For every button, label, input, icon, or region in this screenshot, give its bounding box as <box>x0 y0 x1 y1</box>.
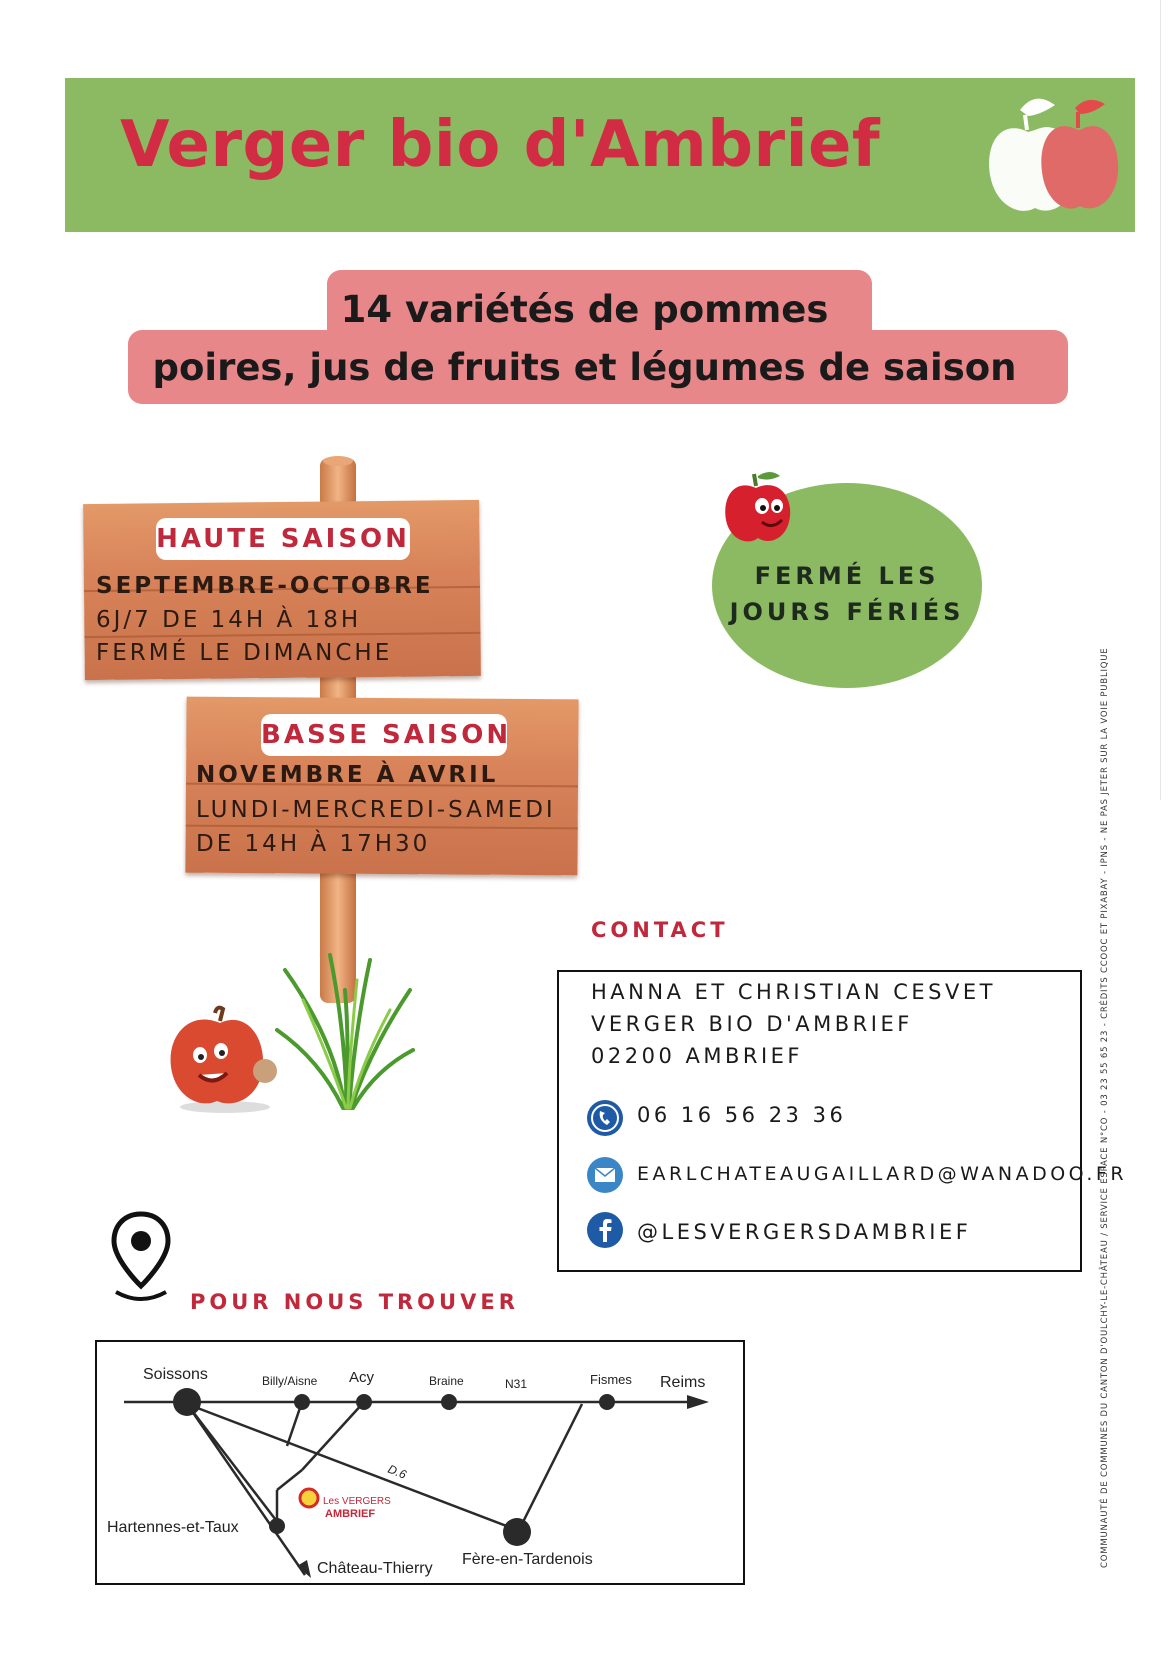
map-point-acy <box>356 1394 372 1410</box>
map-label-hartennes: Hartennes-et-Taux <box>107 1519 239 1536</box>
map-point-soissons <box>173 1388 201 1416</box>
high-season-label: HAUTE SAISON <box>156 518 410 560</box>
location-pin-icon <box>108 1210 174 1302</box>
map-point-billy <box>294 1394 310 1410</box>
contact-company: VERGER BIO D'AMBRIEF <box>591 1012 913 1036</box>
contact-facebook[interactable]: @LESVERGERSDAMBRIEF <box>637 1220 972 1244</box>
map-point-braine <box>441 1394 457 1410</box>
signpost-pole-top <box>323 456 353 466</box>
contact-name: HANNA ET CHRISTIAN CESVET <box>591 980 996 1004</box>
map-label-reims: Reims <box>660 1374 706 1391</box>
contact-email[interactable]: EARLCHATEAUGAILLARD@WANADOO.FR <box>637 1163 1128 1185</box>
map-label-acy: Acy <box>349 1369 375 1386</box>
map-label-vergers-1: Les VERGERS <box>323 1496 391 1507</box>
map-label-chateau-thierry: Château-Thierry <box>317 1560 433 1577</box>
side-credits: COMMUNAUTÉ DE COMMUNES DU CANTON D'OULCHY-LE-CHÂTEAU / SERVICE ESPACE N°CO - 03 23 55 65 23 - CRÉDITS CCOOC ET PIXABAY - IPNS - NE PAS JETER SUR LA VOIE PUBLIQUE <box>1100 647 1110 1568</box>
map-label-soissons: Soissons <box>143 1366 208 1383</box>
grass-icon <box>275 950 415 1110</box>
high-season-hours: 6J/7 DE 14H À 18H <box>96 607 362 633</box>
page-edge-line <box>1160 0 1161 800</box>
map-box <box>95 1340 745 1585</box>
route-map <box>97 1342 747 1587</box>
contact-phone[interactable]: 06 16 56 23 36 <box>637 1103 847 1127</box>
email-icon <box>587 1157 623 1193</box>
map-label-fismes: Fismes <box>590 1372 632 1387</box>
map-label-fere: Fère-en-Tardenois <box>462 1551 593 1568</box>
high-season-months: SEPTEMBRE-OCTOBRE <box>96 573 434 599</box>
map-point-hartennes <box>269 1518 285 1534</box>
banner-line-1: 14 variétés de pommes <box>340 288 829 331</box>
map-point-fere <box>503 1518 531 1546</box>
map-label-braine: Braine <box>429 1374 464 1388</box>
map-label-d6: D.6 <box>385 1461 409 1482</box>
map-label-billy: Billy/Aisne <box>262 1374 318 1388</box>
plank-seam <box>186 825 578 830</box>
find-us-title: POUR NOUS TROUVER <box>190 1290 519 1314</box>
banner-line-2: poires, jus de fruits et légumes de saison <box>152 346 1017 389</box>
route-arrow-east-icon <box>687 1395 709 1409</box>
apple-face-icon <box>722 468 792 543</box>
contact-postal: 02200 AMBRIEF <box>591 1044 804 1068</box>
holidays-line-2: JOURS FÉRIÉS <box>729 598 965 626</box>
high-season-closed: FERMÉ LE DIMANCHE <box>96 640 393 666</box>
contact-title: CONTACT <box>591 918 729 942</box>
apples-logo-icon <box>980 90 1120 220</box>
apple-mascot-icon <box>165 1005 285 1115</box>
low-season-hours: DE 14H À 17H30 <box>196 831 431 857</box>
map-label-n31: N31 <box>505 1377 528 1391</box>
map-point-vergers <box>300 1489 318 1507</box>
holidays-line-1: FERMÉ LES <box>754 562 940 590</box>
page-title: Verger bio d'Ambrief <box>120 108 881 182</box>
low-season-label: BASSE SAISON <box>261 714 507 756</box>
low-season-days: LUNDI-MERCREDI-SAMEDI <box>196 797 556 823</box>
facebook-icon <box>587 1212 623 1248</box>
map-label-vergers-2: AMBRIEF <box>325 1508 376 1520</box>
header-banner <box>65 78 1135 232</box>
phone-icon <box>587 1100 623 1136</box>
low-season-months: NOVEMBRE À AVRIL <box>196 762 499 788</box>
map-point-fismes <box>599 1394 615 1410</box>
